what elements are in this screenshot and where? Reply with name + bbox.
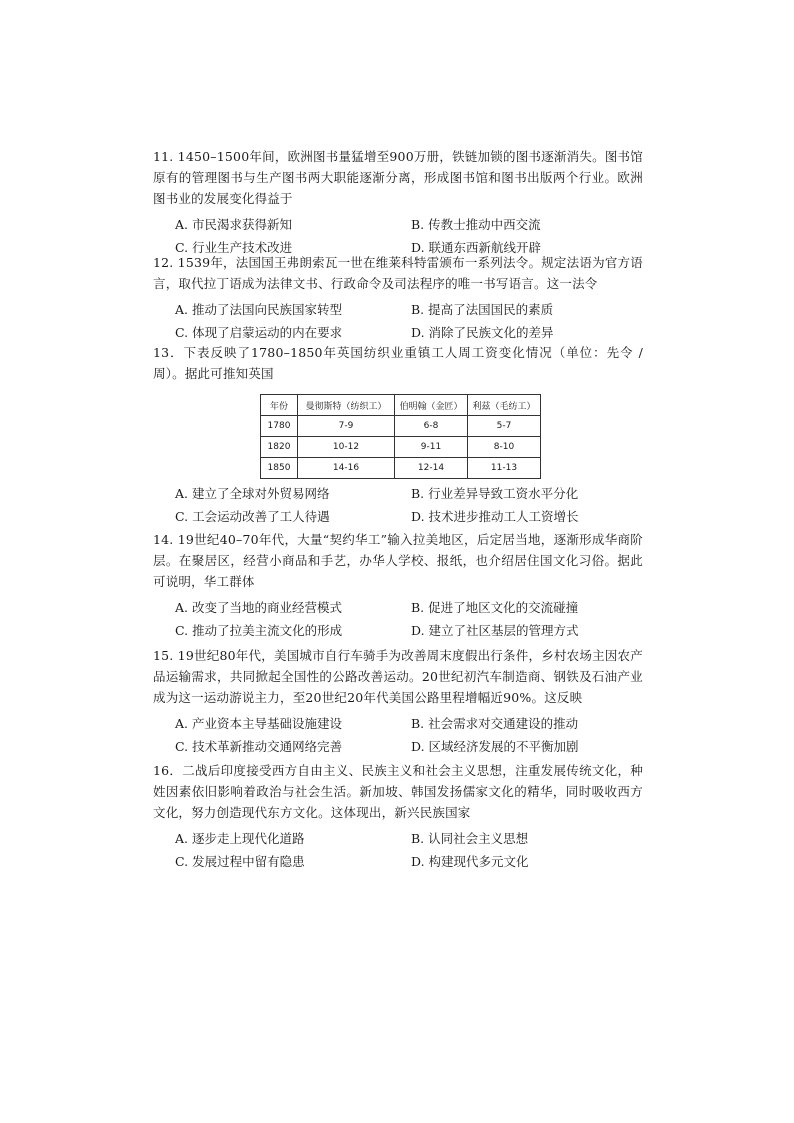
option-d: D. 建立了社区基层的管理方式: [411, 622, 579, 638]
option-d: D. 技术进步推动工人工资增长: [411, 508, 579, 524]
table-cell: 1780: [261, 416, 298, 437]
option-d: D. 联通东西新航线开辟: [411, 239, 542, 255]
option-d: D. 区域经济发展的不平衡加剧: [411, 738, 579, 754]
table-row: [261, 458, 541, 479]
options: [153, 826, 643, 872]
table-cell: 9-11: [395, 437, 468, 458]
table-cell: 5-7: [468, 416, 541, 437]
table-header-row: [261, 395, 541, 416]
table-cell: 8-10: [468, 437, 541, 458]
table-cell: 1820: [261, 437, 298, 458]
table-cell: 1850: [261, 458, 298, 479]
question-stem: 11. 1450–1500年间，欧洲图书量猛增至900万册，铁链加锁的图书逐渐消失。图书馆原有的管理图书与生产图书两大职能逐渐分离，形成图书馆和图书出版两个行业。欧洲图书业的发展变化得益于: [153, 149, 643, 206]
table-cell: 10-12: [298, 437, 395, 458]
option-b: B. 提高了法国国民的素质: [411, 301, 554, 317]
option-c: C. 行业生产技术改进: [175, 239, 293, 255]
option-a: A. 推动了法国向民族国家转型: [175, 301, 342, 317]
question-14: [153, 529, 643, 641]
question-stem: 12. 1539年，法国国王弗朗索瓦一世在维莱科特雷颁布一系列法令。规定法语为官方语言，取代拉丁语成为法律文书、行政命令及司法程序的唯一书写语言。这一法令: [153, 255, 643, 291]
option-a: A. 产业资本主导基础设施建设: [175, 715, 342, 731]
table-cell: 11-13: [468, 458, 541, 479]
option-b: B. 社会需求对交通建设的推动: [411, 715, 579, 731]
table-cell: 6-8: [395, 416, 468, 437]
option-b: B. 行业差异导致工资水平分化: [411, 485, 579, 501]
option-c: C. 推动了拉美主流文化的形成: [175, 622, 343, 638]
option-a: A. 逐步走上现代化道路: [175, 830, 305, 846]
table-header: 曼彻斯特（纺织工）: [298, 395, 395, 416]
option-c: C. 发展过程中留有隐患: [175, 853, 305, 869]
question-12: [153, 252, 643, 343]
options: [153, 595, 643, 641]
question-11: [153, 146, 643, 258]
question-16: [153, 760, 643, 872]
question-15: [153, 645, 643, 757]
option-d: D. 消除了民族文化的差异: [411, 324, 554, 340]
option-c: C. 工会运动改善了工人待遇: [175, 508, 330, 524]
table-cell: 14-16: [298, 458, 395, 479]
question-13-options: [153, 481, 643, 527]
table-row: [261, 437, 541, 458]
option-a: A. 市民渴求获得新知: [175, 216, 292, 232]
question-stem: 14. 19世纪40–70年代，大量“契约华工”输入拉美地区，后定居当地，逐渐形成华商阶层。在聚居区，经营小商品和手艺，办华人学校、报纸，也介绍居住国文化习俗。据此可说明，华工群体: [153, 532, 643, 589]
options: [153, 711, 643, 757]
table-header: 利兹（毛纺工）: [468, 395, 541, 416]
option-d: D. 构建现代多元文化: [411, 853, 529, 869]
option-b: B. 促进了地区文化的交流碰撞: [411, 599, 579, 615]
question-stem: 15. 19世纪80年代，美国城市自行车骑手为改善周末度假出行条件，乡村农场主因农产品运输需求，共同掀起全国性的公路改善运动。20世纪初汽车制造商、钢铁及石油产业成为这一运动游说主力，至20世纪20年代美国公路里程增幅近90%。这反映: [153, 648, 643, 705]
question-stem: 16．二战后印度接受西方自由主义、民族主义和社会主义思想，注重发展传统文化，种姓因素依旧影响着政治与社会生活。新加坡、韩国发扬儒家文化的精华，同时吸收西方文化，努力创造现代东方文化。这体现出，新兴民族国家: [153, 763, 643, 820]
question-13: [153, 342, 643, 384]
options: [153, 297, 643, 343]
option-a: A. 建立了全球对外贸易网络: [175, 485, 330, 501]
table-header: 年份: [261, 395, 298, 416]
option-b: B. 认同社会主义思想: [411, 830, 529, 846]
wage-table: [260, 394, 541, 479]
table-cell: 7-9: [298, 416, 395, 437]
option-b: B. 传教士推动中西交流: [411, 216, 541, 232]
option-a: A. 改变了当地的商业经营模式: [175, 599, 342, 615]
option-c: C. 体现了启蒙运动的内在要求: [175, 324, 343, 340]
table-cell: 12-14: [395, 458, 468, 479]
option-c: C. 技术革新推动交通网络完善: [175, 738, 343, 754]
table-row: [261, 416, 541, 437]
question-stem: 13．下表反映了1780–1850年英国纺织业重镇工人周工资变化情况（单位：先令 / 周）。据此可推知英国: [153, 345, 643, 381]
table-header: 伯明翰（金匠）: [395, 395, 468, 416]
